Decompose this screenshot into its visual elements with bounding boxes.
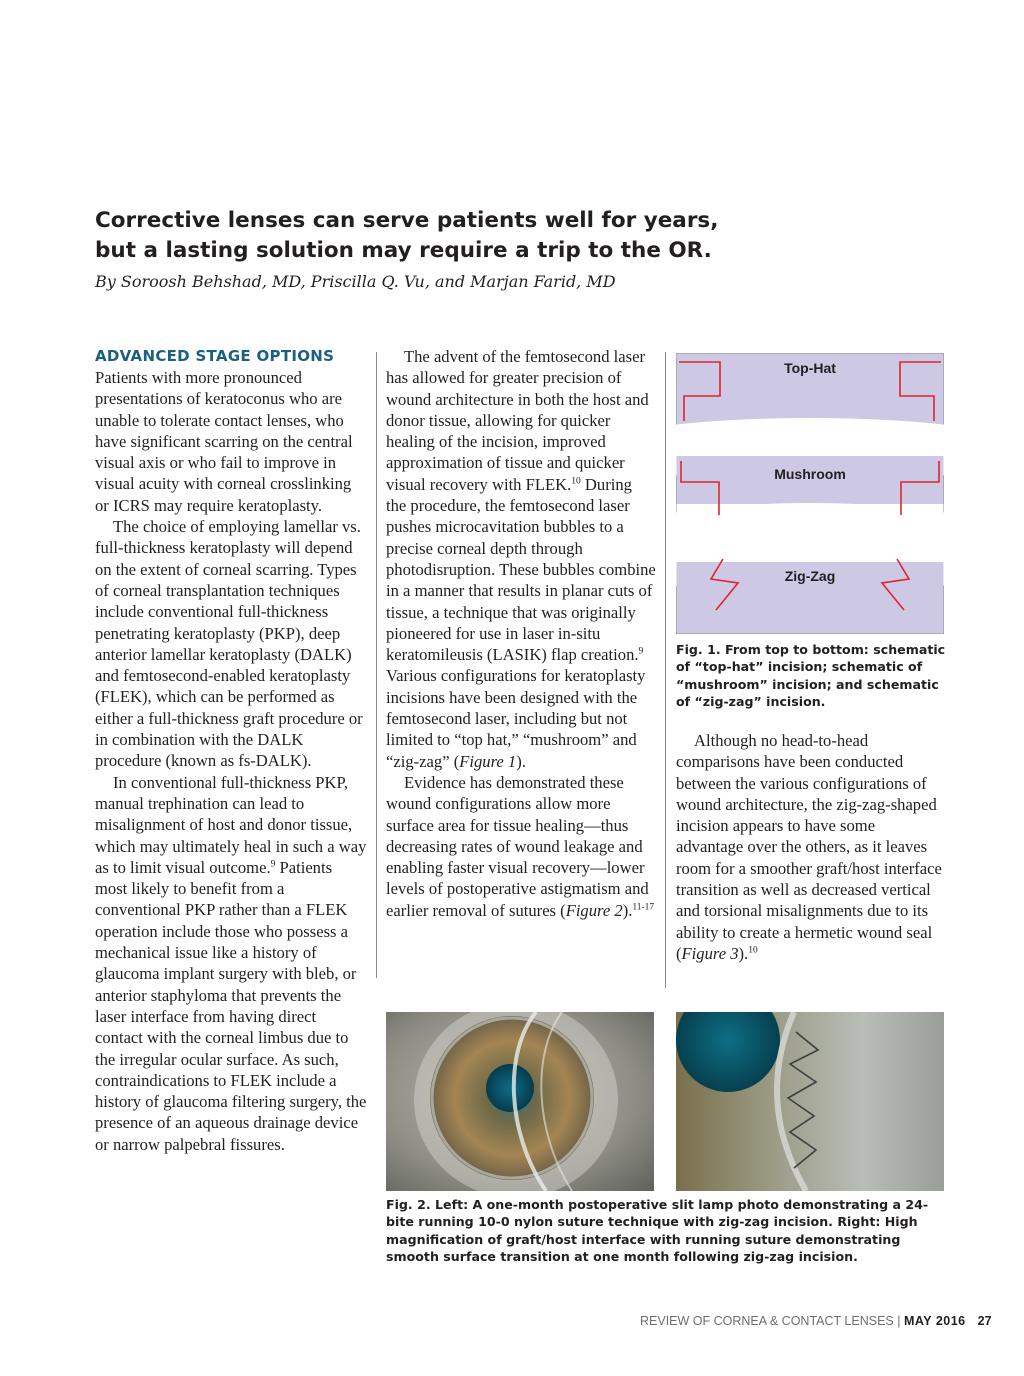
issue-date: MAY 2016 (903, 1314, 966, 1328)
article-deck (95, 206, 795, 266)
reference-superscript: 9 (270, 859, 276, 870)
column-rule (376, 352, 377, 978)
figure-reference: Figure 2 (565, 900, 623, 920)
text-column-3 (676, 730, 946, 964)
paragraph (676, 730, 946, 964)
eye-photo-svg (386, 1012, 654, 1191)
eye-photo-svg (676, 1012, 944, 1191)
text-column-2 (386, 346, 656, 921)
paragraph-text: ). (738, 943, 749, 963)
page-number: 27 (977, 1314, 992, 1328)
paragraph-text: During the procedure, the femtosecond laser pushes microcavitation bubbles to a precise corneal depth through photodisruption. These bubbles combine in a manner that results in planar cuts of tissue, a technique that was originally pioneered for use in laser in-situ keratomileusis (LASIK) flap creation. (386, 474, 656, 665)
slit-lamp-photo-left (386, 1012, 654, 1191)
text-column-1 (95, 346, 367, 1155)
mushroom-label: Mushroom (774, 466, 846, 482)
byline: By Soroosh Behshad, MD, Priscilla Q. Vu, and Marjan Farid, MD (95, 272, 616, 291)
pupil (486, 1064, 534, 1112)
paragraph-text: ). (516, 751, 526, 771)
figure-reference: Figure 1 (459, 751, 517, 771)
paragraph-text: Various configurations for keratoplasty incisions have been designed with the femtosecond laser, including but not limited to “top hat,” “mushroom” and “zig-zag” ( (386, 666, 646, 771)
paragraph (386, 346, 656, 772)
zig-zag-label: Zig-Zag (784, 568, 836, 584)
incision-schematic-svg (676, 353, 944, 634)
top-hat-label: Top-Hat (784, 360, 836, 376)
paragraph-text: ). (622, 900, 633, 920)
paragraph (386, 772, 656, 921)
reference-superscript: 11-17 (632, 902, 655, 913)
page-footer (640, 1314, 992, 1328)
paragraph-text: Although no head-to-head comparisons have been conducted between the various configurations of wound architecture, the zig-zag-shaped incision appears to have some advantage over the others, as it leaves room for a smoother graft/host interface transition as well as decreased vertical and torsional misalignments due to its ability to create a hermetic wound seal ( (676, 731, 942, 963)
figure-2-caption: Fig. 2. Left: A one-month postoperative slit lamp photo demonstrating a 24-bite running 10-0 nylon suture technique with zig-zag incision. Right: High magnification of graft/host interface with running suture demonstrating smooth surface transition at one month following zig-zag incision. (386, 1197, 929, 1264)
deck-line-1: Corrective lenses can serve patients well for years, (95, 208, 719, 233)
section-heading: ADVANCED STAGE OPTIONS (95, 347, 335, 365)
figure-reference: Figure 3 (681, 943, 739, 963)
deck-line-2: but a lasting solution may require a trip to the OR. (95, 238, 712, 263)
column-rule (665, 352, 666, 988)
paragraph-text: Evidence has demonstrated these wound configurations allow more surface area for tissue healing—thus decreasing rates of wound leakage and enabling faster visual recovery—lower levels of postoperative astigmatism and earlier removal of sutures ( (386, 772, 649, 920)
figure-1-schematic (676, 353, 944, 634)
high-magnification-photo-right (676, 1012, 944, 1191)
figure-1-caption: Fig. 1. From top to bottom: schematic of “top-hat” incision; schematic of “mushroom” incision; and schematic of “zig-zag” incision. (676, 642, 946, 709)
paragraph (95, 772, 367, 1155)
reference-superscript: 10 (748, 945, 758, 956)
paragraph: Patients with more pronounced presentations of keratoconus who are unable to tolerate contact lenses, who have significant scarring on the central visual axis or who fail to improve in visual acuity with corneal crosslinking or ICRS may require keratoplasty. (95, 368, 353, 515)
reference-superscript: 10 (571, 476, 581, 487)
paragraph-text: The advent of the femtosecond laser has allowed for greater precision of wound architecture in both the host and donor tissue, allowing for quicker healing of the incision, improved approximation of tissue and quicker visual recovery with FLEK. (386, 347, 649, 494)
journal-name: REVIEW OF CORNEA & CONTACT LENSES | (640, 1314, 904, 1328)
paragraph-text: In conventional full-thickness PKP, manual trephination can lead to misalignment of host and donor tissue, which may ultimately heal in such a way as to limit visual outcome. (95, 772, 367, 877)
paragraph-text: Patients most likely to benefit from a conventional PKP rather than a FLEK operation include those who possess a mechanical issue like a history of glaucoma implant surgery with bleb, or anterior staphyloma that prevents the laser interface from having direct contact with the corneal limbus due to the irregular ocular surface. As such, contraindications to FLEK include a history of glaucoma filtering surgery, the presence of an aqueous drainage device or narrow palpebral fissures. (95, 857, 367, 1154)
paragraph: The choice of employing lamellar vs. full-thickness keratoplasty will depend on the extent of corneal scarring. Types of corneal transplantation techniques include conventional full-thickness penetrating keratoplasty (PKP), deep anterior lamellar keratoplasty (DALK) and femtosecond-enabled keratoplasty (FLEK), which can be performed as either a full-thickness graft procedure or in combination with the DALK procedure (known as fs-DALK). (95, 517, 363, 771)
reference-superscript: 9 (638, 646, 644, 657)
